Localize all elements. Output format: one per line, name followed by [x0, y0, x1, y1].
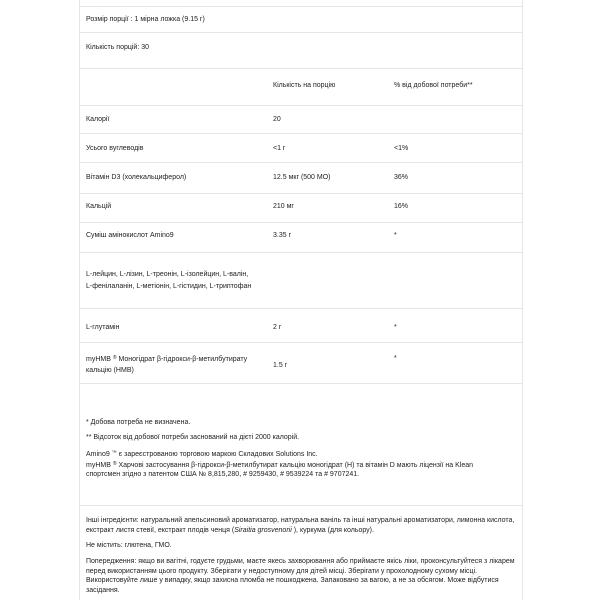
nutrient-dv: * [394, 232, 397, 239]
nutrient-name: Кальцій [86, 203, 112, 210]
divider [80, 505, 522, 506]
nutrient-dv: 36% [394, 174, 409, 181]
nutrient-dv: <1% [394, 145, 409, 152]
nutrient-name: Усього вуглеводів [86, 145, 144, 152]
divider [80, 342, 522, 343]
trademark-note: Amino9 ™ є зареєстрованою торговою маркою Складових Solutions Inc. [86, 450, 318, 458]
nutrient-amount: 210 мг [273, 203, 294, 210]
registered-mark: ® [112, 355, 117, 361]
other-ingredients: Інші інгредієнти: натуральний апельсиновий ароматизатор, натуральна ваніль та інші натуральні ароматизатори, лимонна кислота, екстракт листя стевії, екстракт плодів ченця (Siraitia grosvenorii ), куркума (для кольору). [86, 517, 515, 534]
nutrient-name: кальцію (HMB) [86, 367, 134, 374]
divider [80, 105, 522, 106]
nutrient-dv: * [394, 324, 397, 331]
divider [80, 162, 522, 163]
servings-per-container: Кількість порцій: 30 [86, 44, 150, 51]
patent-note: спортсмен згідно з патентом США № 8,815,280, # 9259430, # 9539224 та # 9707241. [86, 471, 360, 478]
license-note: myHMB ® Харчові застосування β-гідрокси-β-метилбутират кальцію моногідрат (Н) та вітамін D мають ліцензії на Klean [86, 461, 473, 469]
footnote-not-established: * Добова потреба не визначена. [86, 419, 191, 426]
nutrient-dv: 16% [394, 203, 409, 210]
allergen-statement: Не містить: глютена, ГМО. [86, 542, 172, 549]
amino-acid-list: L-фенілаланін, L-метіонін, L-гістидин, L-триптофан [86, 283, 252, 290]
footnote-daily-value: ** Відсоток від добової потреби заснований на дієті 2000 калорій. [86, 434, 300, 441]
nutrient-name: myHMB ® Моногідрат β-гідрокси-β-метилбутирату [86, 355, 248, 363]
divider [80, 32, 522, 33]
latin-name: Siraitia grosvenorii [234, 526, 292, 534]
divider [80, 383, 522, 384]
trademark-mark: ™ [111, 450, 117, 456]
daily-value-header: % від добової потреби** [394, 82, 473, 89]
nutrient-name: Суміш амінокислот Amino9 [86, 232, 174, 239]
amount-per-serving-header: Кількість на порцію [273, 82, 336, 89]
divider [80, 133, 522, 134]
nutrient-name: L-глутамін [86, 324, 120, 331]
nutrient-dv: * [394, 355, 397, 362]
registered-mark: ® [112, 461, 117, 467]
nutrient-amount: 1.5 г [273, 362, 288, 369]
divider [80, 193, 522, 194]
serving-size: Розмір порції : 1 мірна ложка (9.15 г) [86, 16, 205, 23]
divider [80, 222, 522, 223]
nutrient-name: Калорії [86, 116, 110, 123]
nutrient-amount: 12.5 мкг (500 МО) [273, 174, 331, 181]
divider [80, 308, 522, 309]
nutrient-amount: 20 [273, 116, 281, 123]
divider [80, 6, 522, 7]
nutrient-amount: 3.35 г [273, 232, 292, 239]
nutrient-amount: 2 г [273, 324, 282, 331]
amino-acid-list: L-лейцин, L-лізин, L-треонін, L-ізолейцин, L-валін, [86, 271, 249, 278]
divider [80, 68, 522, 69]
divider [80, 252, 522, 253]
nutrition-facts-panel [79, 0, 523, 600]
warning-text: Попередження: якщо ви вагітні, годуєте грудьми, маєте якесь захворювання або приймаєте якісь ліки, проконсультуйтеся з лікарем перед використанням цього продукту. Зберігати у недоступному для дітей місці. Зберігати у прохолодному сухому місці. Використовуйте лише у випадку, якщо захисна пломба не пошкоджена. Запаковано за вагою, а не за обсягом. Може відбутися засідання. [86, 558, 515, 594]
nutrient-name: Вітамін D3 (холекальциферол) [86, 174, 187, 181]
nutrient-amount: <1 г [273, 145, 286, 152]
